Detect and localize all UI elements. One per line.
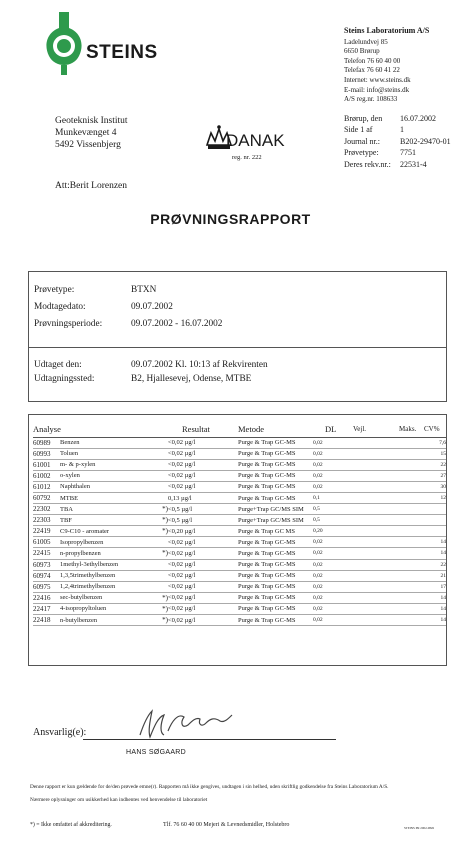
info-value: BTXN: [131, 285, 157, 295]
meta-row: [344, 136, 459, 147]
cell-result: <0,20 µg/l: [168, 526, 238, 537]
cell-method: Purge & Trap GC-MS: [238, 459, 313, 470]
table-row: [33, 537, 446, 548]
cell-dl: 0,02: [313, 459, 353, 470]
cell-cv: 22: [424, 459, 446, 470]
cell-maks: [399, 559, 424, 570]
info-value: 09.07.2002 - 16.07.2002: [131, 319, 223, 329]
cell-vejl: [353, 537, 399, 548]
lab-address: [344, 26, 456, 105]
cell-vejl: [353, 437, 399, 448]
table-row: [33, 470, 446, 481]
cell-code: 60989: [33, 437, 60, 448]
info-value: 09.07.2002 Kl. 10:13 af Rekvirenten: [131, 360, 268, 370]
table-row: [33, 504, 446, 515]
cell-name: 1,2,4trimethylbenzen: [60, 581, 140, 592]
signature-label: Ansvarlig(e):: [33, 727, 87, 738]
lab-line: E-mail: info@steins.dk: [344, 85, 410, 94]
cell-vejl: [353, 548, 399, 559]
cell-result: <0,5 µg/l: [168, 504, 238, 515]
cell-dl: 0,02: [313, 615, 353, 626]
cell-dl: 0,02: [313, 581, 353, 592]
cell-code: 61005: [33, 537, 60, 548]
cell-maks: [399, 548, 424, 559]
cell-dl: 0,02: [313, 470, 353, 481]
info-label: Modtagedato:: [34, 302, 86, 312]
cell-name: TBA: [60, 504, 140, 515]
cell-dl: 0,02: [313, 548, 353, 559]
danak-reg: reg. nr. 222: [232, 154, 262, 161]
cell-result: <0,02 µg/l: [168, 592, 238, 603]
cell-note: *): [140, 615, 168, 626]
cell-note: [140, 481, 168, 492]
cell-cv: 14: [424, 615, 446, 626]
cell-cv: 14: [424, 603, 446, 614]
attention-line: Att:Berit Lorenzen: [55, 181, 128, 191]
header-dl: DL: [313, 423, 353, 437]
cell-cv: 15: [424, 448, 446, 459]
cell-method: Purge & Trap GC-MS: [238, 437, 313, 448]
cell-name: Benzen: [60, 437, 140, 448]
cell-code: 61001: [33, 459, 60, 470]
cell-note: [140, 581, 168, 592]
cell-name: 1methyl-3ethylbenzen: [60, 559, 140, 570]
cell-method: Purge & Trap GC-MS: [238, 492, 313, 503]
results-table: [33, 423, 446, 626]
meta-row: [344, 147, 459, 158]
table-row: [33, 559, 446, 570]
cell-dl: 0,02: [313, 448, 353, 459]
table-row: [33, 437, 446, 448]
cell-code: 61012: [33, 481, 60, 492]
cell-result: <0,5 µg/l: [168, 515, 238, 526]
cell-code: 22417: [33, 603, 60, 614]
cell-method: Purge+Trap GC/MS SIM: [238, 504, 313, 515]
divider: [29, 347, 446, 348]
cell-name: o-xylen: [60, 470, 140, 481]
cell-cv: 7,6: [424, 437, 446, 448]
cell-note: *): [140, 548, 168, 559]
cell-code: 60993: [33, 448, 60, 459]
cell-code: 22419: [33, 526, 60, 537]
info-label: Udtagningssted:: [34, 374, 95, 384]
cell-name: 4-isopropyltoluen: [60, 603, 140, 614]
cell-vejl: [353, 603, 399, 614]
cell-name: C9-C10 - aromater: [60, 526, 140, 537]
cell-result: <0,02 µg/l: [168, 581, 238, 592]
meta-key: Brørup, den: [344, 114, 383, 123]
cell-maks: [399, 470, 424, 481]
cell-maks: [399, 448, 424, 459]
lab-line: 6650 Brørup: [344, 47, 380, 56]
cell-dl: 0,20: [313, 526, 353, 537]
cell-maks: [399, 504, 424, 515]
cell-dl: 0,02: [313, 559, 353, 570]
meta-row: [344, 159, 459, 170]
cell-dl: 0,1: [313, 492, 353, 503]
table-row: [33, 526, 446, 537]
cell-maks: [399, 537, 424, 548]
table-row: [33, 548, 446, 559]
cell-note: [140, 559, 168, 570]
cell-maks: [399, 515, 424, 526]
cell-note: *): [140, 592, 168, 603]
cell-method: Purge & Trap GC-MS: [238, 470, 313, 481]
cell-maks: [399, 437, 424, 448]
cell-dl: 0,02: [313, 481, 353, 492]
cell-method: Purge & Trap GC-MS: [238, 537, 313, 548]
cell-cv: 22: [424, 559, 446, 570]
cell-cv: 30: [424, 481, 446, 492]
cell-code: 22418: [33, 615, 60, 626]
meta-value: B202-29470-01: [400, 136, 451, 146]
cell-method: Purge & Trap GC MS: [238, 526, 313, 537]
cell-cv: 14: [424, 592, 446, 603]
lab-line: Telefax 76 60 41 22: [344, 66, 400, 75]
cell-note: [140, 459, 168, 470]
cell-method: Purge & Trap GC-MS: [238, 570, 313, 581]
cell-method: Purge & Trap GC-MS: [238, 559, 313, 570]
cell-name: MTBE: [60, 492, 140, 503]
recipient-line: 5492 Vissenbjerg: [55, 140, 121, 150]
info-label: Udtaget den:: [34, 360, 82, 370]
info-label: Prøvningsperiode:: [34, 319, 103, 329]
table-row: [33, 515, 446, 526]
uncertainty-note: Nærmere oplysninger om usikkerhed kan indhentes ved henvendelse til laboratoriet: [30, 797, 208, 803]
cell-vejl: [353, 615, 399, 626]
cell-code: 60974: [33, 570, 60, 581]
logo-wordmark: STEINS: [86, 42, 158, 63]
cell-result: <0,02 µg/l: [168, 437, 238, 448]
cell-dl: 0,02: [313, 570, 353, 581]
cell-code: 60973: [33, 559, 60, 570]
cell-method: Purge & Trap GC-MS: [238, 603, 313, 614]
cell-result: <0,02 µg/l: [168, 548, 238, 559]
recipient-address: [55, 115, 128, 151]
cell-method: Purge & Trap GC-MS: [238, 481, 313, 492]
cell-result: <0,02 µg/l: [168, 470, 238, 481]
cell-dl: 0,02: [313, 537, 353, 548]
cell-cv: 27: [424, 470, 446, 481]
cell-maks: [399, 581, 424, 592]
cell-result: <0,02 µg/l: [168, 559, 238, 570]
meta-value: 7751: [400, 148, 416, 158]
meta-row: [344, 124, 459, 135]
danak-wordmark: DANAK: [226, 131, 285, 150]
table-row: [33, 481, 446, 492]
cell-note: [140, 437, 168, 448]
cell-cv: 17: [424, 581, 446, 592]
cell-name: Isopropylbenzen: [60, 537, 140, 548]
cell-cv: 14: [424, 548, 446, 559]
cell-note: [140, 492, 168, 503]
cell-dl: 0,02: [313, 437, 353, 448]
cell-cv: [424, 526, 446, 537]
cell-note: [140, 448, 168, 459]
cell-method: Purge & Trap GC-MS: [238, 548, 313, 559]
cell-note: *): [140, 603, 168, 614]
cell-vejl: [353, 592, 399, 603]
cell-maks: [399, 492, 424, 503]
table-row: [33, 459, 446, 470]
cell-vejl: [353, 504, 399, 515]
signatory-name: HANS SØGAARD: [126, 749, 186, 756]
lab-line: A/S reg.nr. 108633: [344, 95, 398, 104]
header-cv: CV%: [424, 423, 446, 437]
header-metode: Metode: [238, 423, 313, 437]
cell-vejl: [353, 526, 399, 537]
cell-vejl: [353, 459, 399, 470]
contact-line: Tlf. 76 60 40 00 Mejeri & Levnedsmidler, Holstebro: [163, 822, 290, 828]
cell-code: 22416: [33, 592, 60, 603]
cell-vejl: [353, 492, 399, 503]
report-meta: [344, 113, 459, 170]
cell-name: n-propylbenzen: [60, 548, 140, 559]
cell-code: 60792: [33, 492, 60, 503]
meta-value: 16.07.2002: [400, 114, 436, 123]
cell-cv: 21: [424, 570, 446, 581]
table-row: [33, 448, 446, 459]
cell-dl: 0,02: [313, 603, 353, 614]
cell-name: Toluen: [60, 448, 140, 459]
header-resultat: Resultat: [168, 423, 238, 437]
cell-note: *): [140, 526, 168, 537]
cell-code: 60975: [33, 581, 60, 592]
cell-code: 22302: [33, 504, 60, 515]
header-maks: Maks.: [399, 423, 424, 437]
cell-note: [140, 570, 168, 581]
cell-name: TBF: [60, 515, 140, 526]
cell-result: <0,02 µg/l: [168, 448, 238, 459]
cell-name: n-butylbenzen: [60, 615, 140, 626]
cell-note: *): [140, 504, 168, 515]
cell-vejl: [353, 559, 399, 570]
info-value: B2, Hjallesevej, Odense, MTBE: [131, 374, 252, 384]
lab-line: Ladelundvej 85: [344, 37, 388, 46]
table-header-row: [33, 423, 446, 437]
cell-result: <0,02 µg/l: [168, 459, 238, 470]
recipient-line: Geoteknisk Institut: [55, 116, 128, 126]
info-value: 09.07.2002: [131, 302, 173, 312]
cell-vejl: [353, 481, 399, 492]
cell-code: 22303: [33, 515, 60, 526]
meta-key: Journal nr.:: [344, 136, 380, 146]
cell-code: 61002: [33, 470, 60, 481]
cell-name: m- & p-xylen: [60, 459, 140, 470]
lab-line: Internet: www.steins.dk: [344, 75, 411, 84]
table-row: [33, 615, 446, 626]
table-row: [33, 570, 446, 581]
cell-result: <0,02 µg/l: [168, 615, 238, 626]
meta-value: 1: [400, 125, 404, 135]
cell-name: sec-butylbenzen: [60, 592, 140, 603]
lab-line: Telefon 76 60 40 00: [344, 56, 401, 65]
header-vejl: Vejl.: [353, 423, 399, 437]
cell-dl: 0,5: [313, 515, 353, 526]
lab-name: Steins Laboratorium A/S: [344, 26, 430, 35]
report-title: PRØVNINGSRAPPORT: [150, 211, 311, 227]
recipient-line: Munkevænget 4: [55, 128, 117, 138]
cell-maks: [399, 592, 424, 603]
meta-value: 22531-4: [400, 159, 427, 169]
cell-vejl: [353, 570, 399, 581]
cell-method: Purge & Trap GC-MS: [238, 448, 313, 459]
table-row: [33, 603, 446, 614]
cell-maks: [399, 615, 424, 626]
table-row: [33, 581, 446, 592]
cell-note: [140, 537, 168, 548]
meta-key: Prøvetype:: [344, 148, 379, 158]
cell-name: Naphthalen: [60, 481, 140, 492]
info-label: Prøvetype:: [34, 285, 75, 295]
cell-vejl: [353, 470, 399, 481]
cell-cv: [424, 504, 446, 515]
meta-row: [344, 113, 459, 124]
header-analyse: Analyse: [33, 423, 168, 437]
cell-vejl: [353, 581, 399, 592]
cell-method: Purge & Trap GC-MS: [238, 581, 313, 592]
cell-maks: [399, 603, 424, 614]
table-row: [33, 492, 446, 503]
cell-result: 0,13 µg/l: [168, 492, 238, 503]
cell-name: 1,3,5trimethylbenzen: [60, 570, 140, 581]
cell-result: <0,02 µg/l: [168, 570, 238, 581]
form-code: STEINS PR 2002-0826: [404, 826, 435, 830]
cell-maks: [399, 481, 424, 492]
cell-method: Purge & Trap GC-MS: [238, 615, 313, 626]
cell-maks: [399, 526, 424, 537]
cell-result: <0,02 µg/l: [168, 537, 238, 548]
meta-key: Deres rekv.nr.:: [344, 159, 391, 169]
cell-code: 22415: [33, 548, 60, 559]
cell-note: *): [140, 515, 168, 526]
cell-note: [140, 470, 168, 481]
table-row: [33, 592, 446, 603]
cell-vejl: [353, 448, 399, 459]
cell-maks: [399, 570, 424, 581]
cell-cv: 14: [424, 537, 446, 548]
cell-dl: 0,02: [313, 592, 353, 603]
signature-icon: [130, 703, 240, 743]
disclaimer: Denne rapport er kun gældende for de/den prøvede emne(r). Rapporten må ikke gengives, undtagen i sin helhed, uden skriftlig godkendelse fra Steins Laboratorium A/S.: [30, 784, 389, 790]
cell-method: Purge+Trap GC/MS SIM: [238, 515, 313, 526]
cell-result: <0,02 µg/l: [168, 481, 238, 492]
cell-result: <0,02 µg/l: [168, 603, 238, 614]
meta-key: Side 1 af: [344, 125, 373, 135]
cell-cv: [424, 515, 446, 526]
cell-cv: 12: [424, 492, 446, 503]
cell-method: Purge & Trap GC-MS: [238, 592, 313, 603]
cell-dl: 0,5: [313, 504, 353, 515]
cell-maks: [399, 459, 424, 470]
accreditation-note: *) = Ikke omfattet af akkreditering.: [30, 822, 112, 828]
cell-vejl: [353, 515, 399, 526]
